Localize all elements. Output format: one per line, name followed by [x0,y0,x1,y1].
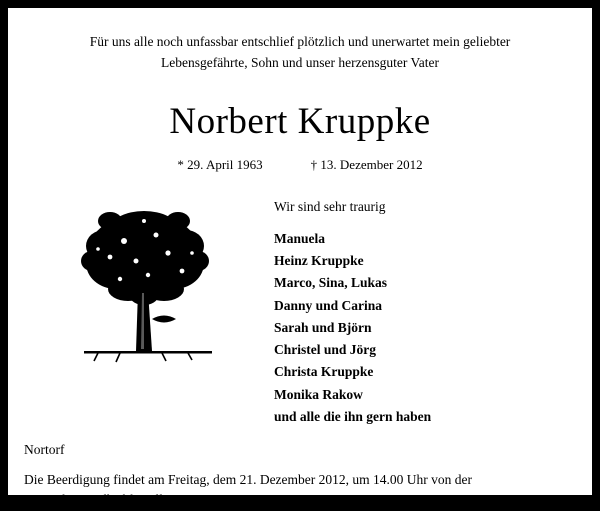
list-item: Christa Kruppke [274,364,374,380]
mourners-heading: Wir sind sehr traurig [274,198,386,214]
funeral-line-2: Nortorfer Friedhofskapelle aus statt. [24,492,220,508]
life-dates [8,157,592,173]
tree-illustration [64,195,234,428]
list-item: Marco, Sina, Lukas [274,275,388,291]
intro-text [8,8,592,74]
list-item: Christel und Jörg [274,342,377,358]
deceased-name: Norbert Kruppke [169,100,431,142]
list-item: und alle die ihn gern haben [274,408,432,424]
list-item: Manuela [274,230,326,246]
tree-icon [64,201,234,376]
funeral-line-1: Die Beerdigung findet am Freitag, dem 21. Dezember 2012, um 14.00 Uhr von der [24,472,473,488]
mourners-block [234,195,568,428]
list-item: Monika Rakow [274,386,363,402]
intro-line-1: Für uns alle noch unfassbar entschlief plötzlich und unerwartet mein geliebter [89,34,511,49]
birth-date: * 29. April 1963 [177,156,263,172]
obituary-notice [8,8,592,508]
place-name: Nortorf [24,442,65,458]
mourners-list [274,228,568,428]
death-date: † 13. Dezember 2012 [310,156,423,172]
notice-body [8,195,592,428]
list-item: Heinz Kruppke [274,253,364,269]
list-item: Sarah und Björn [274,319,372,335]
list-item: Danny und Carina [274,297,383,313]
intro-line-2: Lebensgefährte, Sohn und unser herzensguter Vater [161,54,439,70]
